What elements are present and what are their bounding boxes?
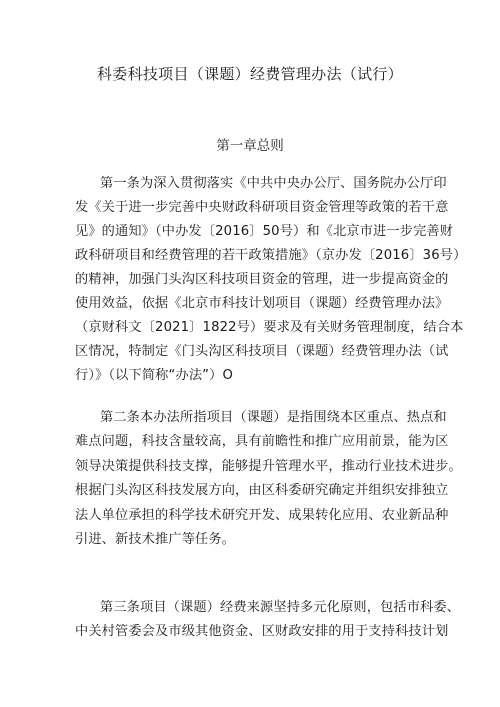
paragraph-line: 法人单位承担的科学技术研究开发、成果转化应用、农业新品种	[75, 507, 449, 523]
paragraph-line: 行）》（以下简称“办法”）O	[75, 368, 234, 383]
document-title: 科委科技项目（课题）经费管理办法（试行）	[96, 65, 403, 83]
paragraph-line: 中关村管委会及市级其他资金、区财政安排的用于支持科技计划	[75, 624, 449, 639]
paragraph-line: 第二条本办法所指项目（课题）是指围绕本区重点、热点和	[100, 410, 447, 425]
paragraph-line: 根据门头沟区科技发展方向，由区科委研究确定并组织安排独立	[75, 483, 449, 499]
article-3-paragraph	[75, 596, 461, 644]
paragraph-line: 领导决策提供科技支撑，能够提升管理水平，推动行业技术进步。	[75, 458, 462, 474]
paragraph-line: 引进、新技术推广等任务。	[75, 531, 236, 547]
paragraph-line: 发《关于进一步完善中央财政科研项目资金管理等政策的若干意	[75, 200, 449, 215]
paragraph-line: 第三条项目（课题）经费来源坚持多元化原则，包括市科委、	[100, 600, 461, 615]
paragraph-line: （京财科文〔2021〕1822号）要求及有关财务管理制度，结合本	[75, 320, 464, 335]
paragraph-line: 第一条为深入贯彻落实《中共中央办公厅、国务院办公厅印	[100, 176, 447, 191]
paragraph-line: 政科研项目和经费管理的若干政策措施》（京办发〔2016〕36号）	[75, 248, 467, 263]
paragraph-line: 难点问题，科技含量较高，具有前瞻性和推广应用前景，能为区	[75, 434, 449, 450]
paragraph-line: 区情况，特制定《门头沟区科技项目（课题）经费管理办法（试	[75, 344, 449, 359]
paragraph-line: 见》的通知》（中办发〔2016〕50号）和《北京市进一步完善财	[75, 224, 454, 239]
paragraph-line: 的精神，加强门头沟区科技项目资金的管理，进一步提高资金的	[75, 272, 449, 287]
chapter-title: 第一章总则	[216, 138, 284, 154]
paragraph-line: 使用效益，依据《北京市科技计划项目（课题）经费管理办法》	[75, 296, 449, 311]
article-1-paragraph	[75, 172, 467, 388]
article-2-paragraph	[75, 406, 462, 552]
